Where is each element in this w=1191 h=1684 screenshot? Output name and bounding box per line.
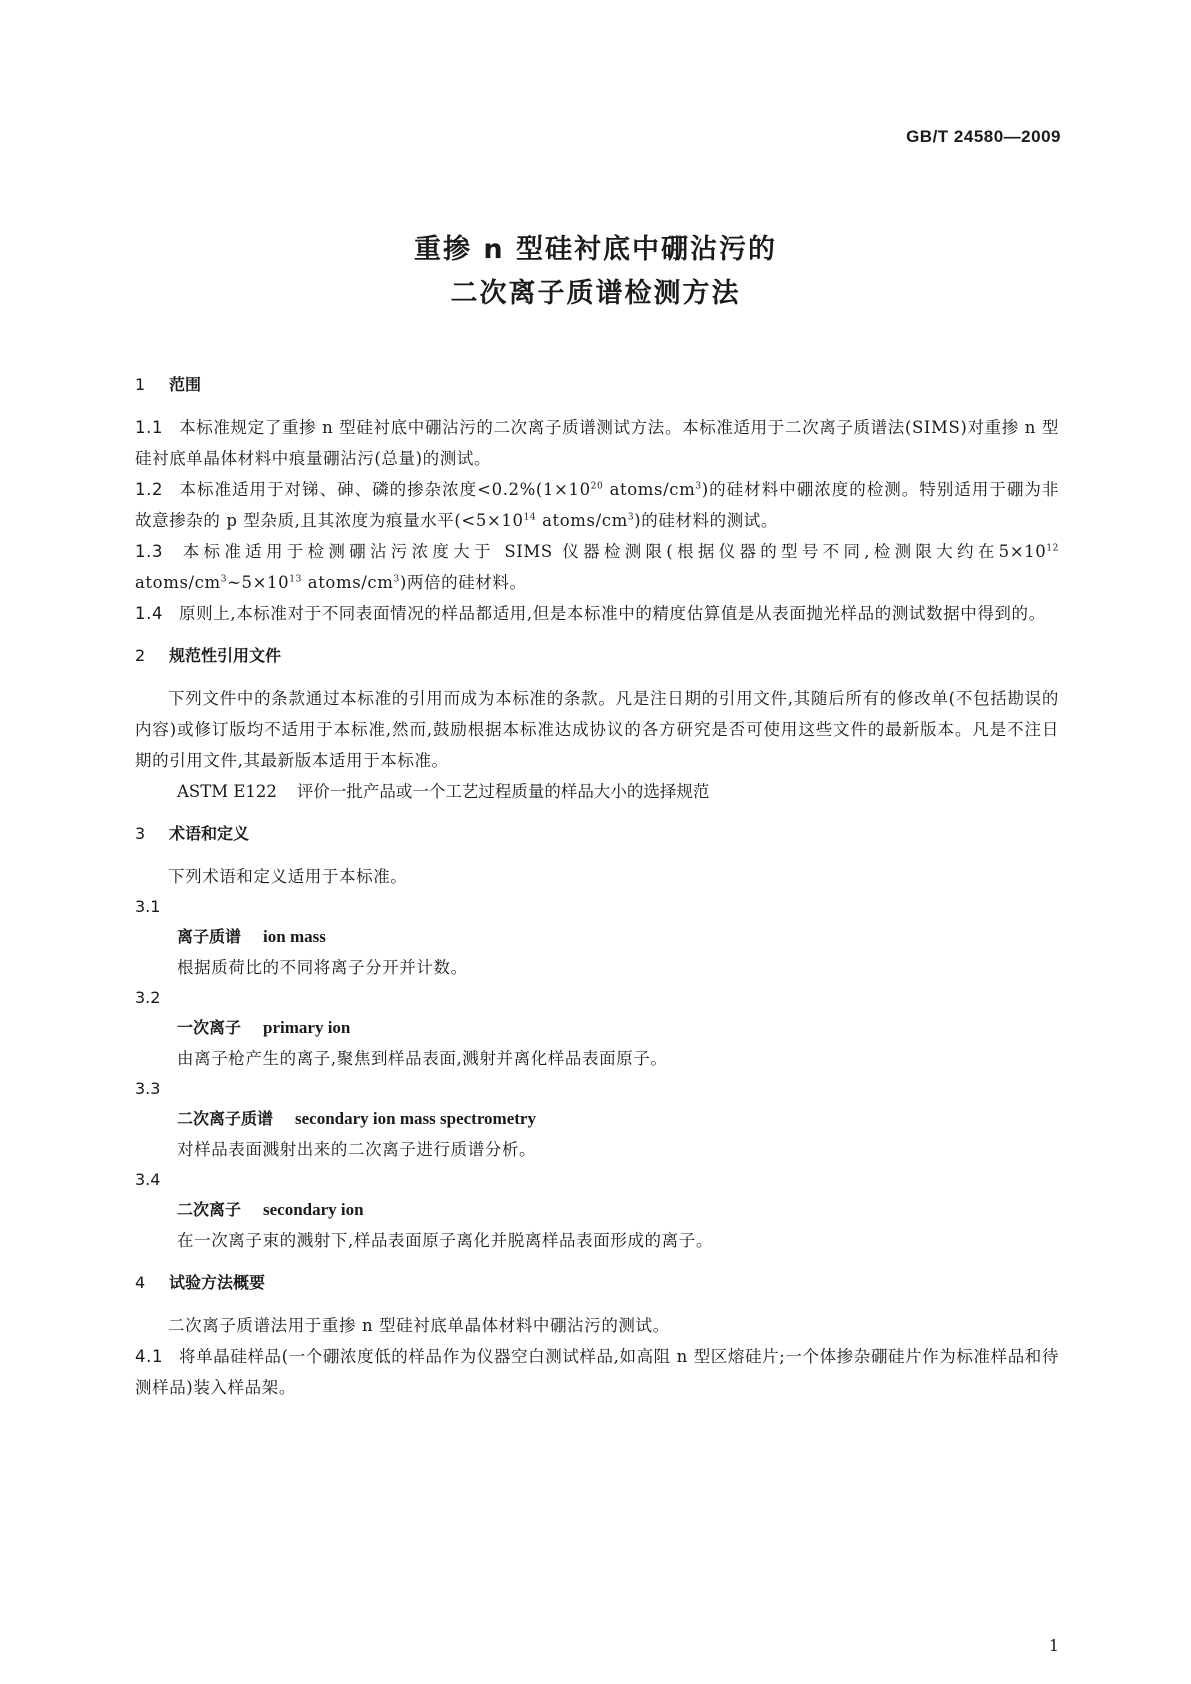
- superscript: 20: [590, 481, 604, 492]
- term-number: 3.2: [135, 988, 161, 1007]
- clause-text: 本标准规定了重掺 n 型硅衬底中硼沾污的二次离子质谱测试方法。本标准适用于二次离子质谱法(SIMS)对重掺 n 型硅衬底单晶体材料中痕量硼沾污(总量)的测试。: [135, 418, 1059, 468]
- clause-number: 1.2: [135, 480, 164, 499]
- superscript: 13: [289, 574, 302, 585]
- clause-text: ~5×10: [227, 573, 290, 592]
- section-heading-2: [135, 643, 1059, 669]
- clause-text: 原则上,本标准对于不同表面情况的样品都适用,但是本标准中的精度估算值是从表面抛光样品的测试数据中得到的。: [179, 604, 1046, 623]
- clause-text: )的硅材料中硼浓度的检测。特别适用于硼为非故意掺杂的 p 型杂质,且其浓度为痕量水平(<5×10: [135, 480, 1060, 530]
- term-number: 3.1: [135, 897, 161, 916]
- term-english: secondary ion: [263, 1200, 364, 1219]
- section-title: 术语和定义: [169, 824, 250, 843]
- clause-number: 4.1: [135, 1347, 164, 1366]
- term-definition: 根据质荷比的不同将离子分开并计数。: [177, 958, 468, 977]
- clause-text: atoms/cm: [603, 480, 696, 499]
- term-number: 3.4: [135, 1170, 161, 1189]
- term-english: secondary ion mass spectrometry: [295, 1109, 536, 1128]
- clause-number: 1.1: [135, 418, 164, 437]
- term-english: primary ion: [263, 1018, 351, 1037]
- term-definition: 由离子枪产生的离子,聚焦到样品表面,溅射并离化样品表面原子。: [177, 1049, 668, 1068]
- section-number: 3: [135, 824, 146, 843]
- term-definition: 对样品表面溅射出来的二次离子进行质谱分析。: [177, 1140, 537, 1159]
- term-entry: [177, 1104, 1059, 1134]
- superscript: 3: [627, 512, 635, 523]
- section-3-intro: 下列术语和定义适用于本标准。: [168, 867, 408, 886]
- clause-1-3: [135, 536, 1059, 598]
- page-number: 1: [1048, 1636, 1059, 1655]
- clause-text: atoms/cm: [301, 573, 394, 592]
- superscript: 3: [220, 574, 228, 585]
- term-english: ion mass: [263, 927, 326, 946]
- term-chinese: 离子质谱: [177, 927, 242, 946]
- clause-text: 本标准适用于检测硼沾污浓度大于 SIMS 仪器检测限(根据仪器的型号不同,检测限大约在5×10: [179, 542, 1047, 561]
- document-body: [135, 372, 1059, 1403]
- standard-number: GB/T 24580—2009: [906, 127, 1061, 146]
- clause-text: 将单晶硅样品(一个硼浓度低的样品作为仪器空白测试样品,如高阻 n 型区熔硅片;一个体掺杂硼硅片作为标准样品和待测样品)装入样品架。: [135, 1347, 1059, 1397]
- clause-text: atoms/cm: [536, 511, 628, 530]
- section-title: 范围: [169, 375, 202, 394]
- superscript: 12: [1046, 543, 1059, 554]
- clause-number: 1.3: [135, 542, 164, 561]
- clause-text: )两倍的硅材料。: [399, 573, 527, 592]
- reference-title: 评价一批产品或一个工艺过程质量的样品大小的选择规范: [296, 782, 710, 801]
- section-number: 4: [135, 1273, 146, 1292]
- clause-number: 1.4: [135, 604, 164, 623]
- term-number: 3.3: [135, 1079, 161, 1098]
- section-heading-4: [135, 1270, 1059, 1296]
- section-2-intro: 下列文件中的条款通过本标准的引用而成为本标准的条款。凡是注日期的引用文件,其随后所有的修改单(不包括勘误的内容)或修订版均不适用于本标准,然而,鼓励根据本标准达成协议的各方研究是否可使用这些文件的最新版本。凡是不注日期的引用文件,其最新版本适用于本标准。: [135, 689, 1059, 770]
- term-entry: [177, 1195, 1059, 1225]
- section-number: 1: [135, 375, 146, 394]
- term-entry: [177, 1013, 1059, 1043]
- section-title: 规范性引用文件: [169, 646, 282, 665]
- section-4-intro: 二次离子质谱法用于重掺 n 型硅衬底单晶体材料中硼沾污的测试。: [168, 1316, 670, 1335]
- clause-1-1: [135, 412, 1059, 474]
- term-chinese: 二次离子质谱: [177, 1109, 274, 1128]
- superscript: 3: [695, 481, 702, 492]
- term-entry: [177, 922, 1059, 952]
- clause-1-4: [135, 598, 1059, 629]
- section-title: 试验方法概要: [169, 1273, 266, 1292]
- reference-code: ASTM E122: [177, 782, 277, 801]
- clause-text: )的硅材料的测试。: [634, 511, 779, 530]
- section-heading-3: [135, 821, 1059, 847]
- document-title-line-1: 重掺 n 型硅衬底中硼沾污的: [413, 234, 778, 265]
- section-number: 2: [135, 646, 146, 665]
- section-heading-1: [135, 372, 1059, 398]
- normative-reference: [177, 776, 1059, 807]
- clause-4-1: [135, 1341, 1059, 1403]
- superscript: 14: [523, 512, 537, 523]
- superscript: 3: [393, 574, 400, 585]
- document-title-line-2: 二次离子质谱检测方法: [450, 278, 741, 309]
- clause-1-2: [135, 474, 1059, 536]
- clause-text: 本标准适用于对锑、砷、磷的掺杂浓度<0.2%(1×10: [179, 480, 591, 499]
- term-definition: 在一次离子束的溅射下,样品表面原子离化并脱离样品表面形成的离子。: [177, 1231, 713, 1250]
- term-chinese: 一次离子: [177, 1018, 242, 1037]
- clause-text: atoms/cm: [135, 573, 221, 592]
- term-chinese: 二次离子: [177, 1200, 242, 1219]
